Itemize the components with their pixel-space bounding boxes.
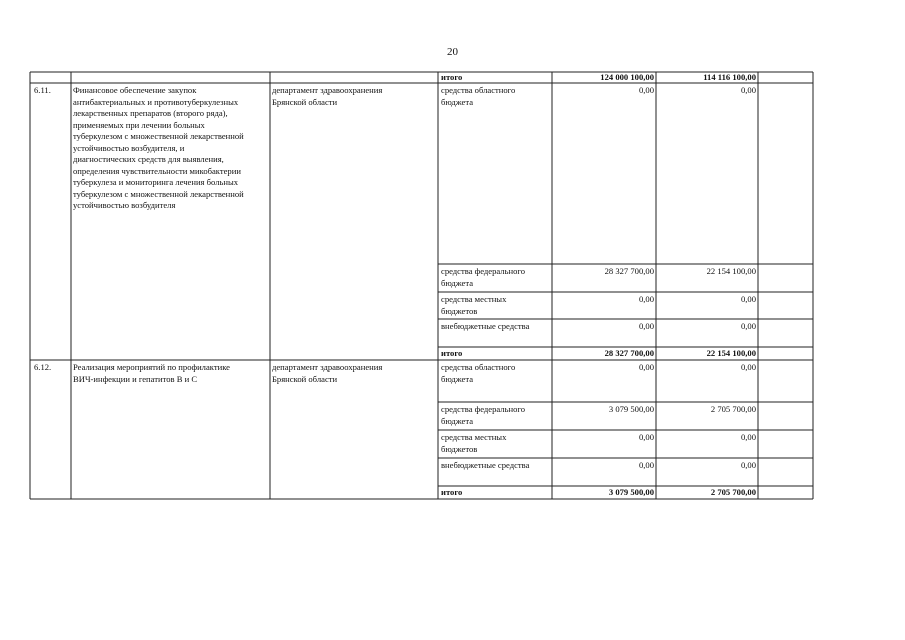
source-value-2: 0,00 — [740, 362, 756, 372]
source-label: средства местных бюджетов — [441, 432, 507, 454]
source-value-1: 0,00 — [638, 362, 654, 372]
source-value-2: 0,00 — [740, 321, 756, 331]
source-value-2: 0,00 — [740, 85, 756, 95]
top-total-value-1: 124 000 100,00 — [600, 72, 654, 82]
total-value-1: 3 079 500,00 — [608, 487, 654, 497]
row-executor: департамент здравоохранения Брянской области — [272, 85, 383, 107]
row-number: 6.12. — [34, 362, 52, 372]
total-label: итого — [441, 348, 463, 358]
source-label: внебюджетные средства — [441, 460, 530, 470]
source-label: средства федерального бюджета — [441, 266, 526, 288]
top-total-value-2: 114 116 100,00 — [703, 72, 756, 82]
source-label: внебюджетные средства — [441, 321, 530, 331]
top-total-label: итого — [441, 72, 463, 82]
total-label: итого — [441, 487, 463, 497]
source-value-1: 28 327 700,00 — [604, 266, 654, 276]
source-label: средства федерального бюджета — [441, 404, 526, 426]
source-value-1: 0,00 — [638, 294, 654, 304]
source-value-1: 3 079 500,00 — [608, 404, 654, 414]
total-value-2: 2 705 700,00 — [710, 487, 756, 497]
source-value-2: 0,00 — [740, 460, 756, 470]
source-value-1: 0,00 — [638, 460, 654, 470]
row-name: Финансовое обеспечение закупок антибактериальных и противотуберкулезных лекарственных препаратов (второго ряда), применяемых при лечении больных туберкулезом с множественной лекарственной устойчивостью возбудителя, и диагностических средств для выявления, определения чувствительности микобактерии туберкулеза и мониторинга лечения больных туберкулезом с множественной лекарственной устойчивостью возбудителя — [73, 85, 244, 210]
row-number: 6.11. — [34, 85, 51, 95]
source-value-1: 0,00 — [638, 85, 654, 95]
source-value-1: 0,00 — [638, 432, 654, 442]
source-label: средства областного бюджета — [441, 362, 516, 384]
source-label: средства местных бюджетов — [441, 294, 507, 316]
source-label: средства областного бюджета — [441, 85, 516, 107]
row-executor: департамент здравоохранения Брянской области — [272, 362, 383, 384]
source-value-2: 0,00 — [740, 432, 756, 442]
row-name: Реализация мероприятий по профилактике ВИЧ-инфекции и гепатитов В и С — [73, 362, 230, 384]
source-value-2: 2 705 700,00 — [710, 404, 756, 414]
source-value-2: 22 154 100,00 — [706, 266, 756, 276]
total-value-1: 28 327 700,00 — [604, 348, 654, 358]
source-value-1: 0,00 — [638, 321, 654, 331]
total-value-2: 22 154 100,00 — [706, 348, 756, 358]
source-value-2: 0,00 — [740, 294, 756, 304]
page-number: 20 — [447, 46, 458, 58]
